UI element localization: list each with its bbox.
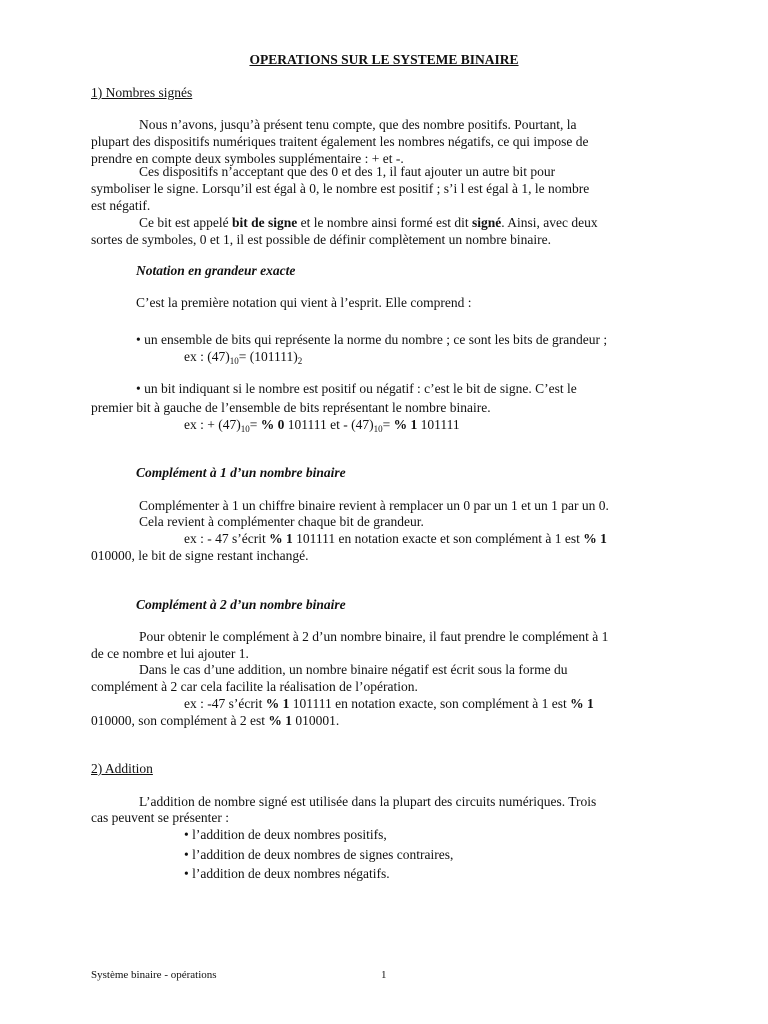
term-signe: signé xyxy=(471,215,502,230)
page-title: OPERATIONS SUR LE SYSTEME BINAIRE xyxy=(249,52,519,67)
term-bit-de-signe: bit de signe xyxy=(231,215,298,230)
paragraph-line: Ce bit est appelé bit de signe et le nombre ainsi formé est dit signé. Ainsi, avec deux xyxy=(139,215,598,230)
bullet-item: • l’addition de deux nombres négatifs. xyxy=(184,866,390,881)
paragraph-line: complément à 2 car cela facilite la réalisation de l’opération. xyxy=(91,679,418,694)
paragraph-line: Dans le cas d’une addition, un nombre binaire négatif est écrit sous la forme du xyxy=(139,662,568,677)
paragraph-line: premier bit à gauche de l’ensemble de bits représentant le nombre binaire. xyxy=(91,400,491,415)
example-line: ex : - 47 s’écrit % 1 101111 en notation exacte et son complément à 1 est % 1 xyxy=(184,531,607,546)
paragraph-line: plupart des dispositifs numériques traitent également les nombres négatifs, ce qui impose de xyxy=(91,134,589,149)
bullet-item: • un ensemble de bits qui représente la norme du nombre ; ce sont les bits de grandeur ; xyxy=(136,332,608,347)
example-line: ex : $(47)_{10}= (101111)_2$ xyxy=(184,349,303,366)
section-heading-nombres-signes: 1) Nombres signés xyxy=(91,85,193,100)
paragraph-line: Pour obtenir le complément à 2 d’un nombre binaire, il faut prendre le complément à 1 xyxy=(139,629,609,644)
subheading-notation: Notation en grandeur exacte xyxy=(136,263,296,278)
paragraph-line: Nous n’avons, jusqu’à présent tenu compte, que des nombre positifs. Pourtant, la xyxy=(139,117,577,132)
paragraph-line: Cela revient à complémenter chaque bit de grandeur. xyxy=(139,514,424,529)
subheading-complement-2: Complément à 2 d’un nombre binaire xyxy=(136,597,346,612)
subheading-complement-1: Complément à 1 d’un nombre binaire xyxy=(136,465,346,480)
bullet-item: • un bit indiquant si le nombre est positif ou négatif : c’est le bit de signe. C’est le xyxy=(136,381,577,396)
paragraph-line: de ce nombre et lui ajouter 1. xyxy=(91,646,249,661)
paragraph-line: L’addition de nombre signé est utilisée dans la plupart des circuits numériques. Trois xyxy=(139,794,597,809)
bullet-item: • l’addition de deux nombres de signes contraires, xyxy=(184,847,454,862)
paragraph-line: C’est la première notation qui vient à l’esprit. Elle comprend : xyxy=(136,295,472,310)
paragraph-line: cas peuvent se présenter : xyxy=(91,810,229,825)
section-heading-addition: 2) Addition xyxy=(91,761,153,776)
example-line: ex : -47 s’écrit % 1 101111 en notation exacte, son complément à 1 est % 1 xyxy=(184,696,594,711)
footer-title: Système binaire - opérations xyxy=(91,969,217,981)
paragraph-line: Ces dispositifs n’acceptant que des 0 et des 1, il faut ajouter un autre bit pour xyxy=(139,164,556,179)
paragraph-line: prendre en compte deux symboles supplémentaire : + et -. xyxy=(91,151,404,166)
paragraph-line: symboliser le signe. Lorsqu’il est égal à 0, le nombre est positif ; s’i l est égal à 1, le nombre xyxy=(91,181,590,196)
paragraph-line: sortes de symboles, 0 et 1, il est possible de définir complètement un nombre binaire. xyxy=(91,232,552,247)
paragraph-line: 010000, le bit de signe restant inchangé. xyxy=(91,548,309,563)
bullet-item: • l’addition de deux nombres positifs, xyxy=(184,827,387,842)
paragraph-line: est négatif. xyxy=(91,198,151,213)
paragraph-line: Complémenter à 1 un chiffre binaire revient à remplacer un 0 par un 1 et un 1 par un 0. xyxy=(139,498,609,513)
example-line: ex : + $(47)_{10}=$ % 0 101111 et - $(47)_{10}=$ % 1 101111 xyxy=(184,417,460,434)
paragraph-line: 010000, son complément à 2 est % 1 010001. xyxy=(91,713,340,728)
page-number: 1 xyxy=(381,969,387,981)
